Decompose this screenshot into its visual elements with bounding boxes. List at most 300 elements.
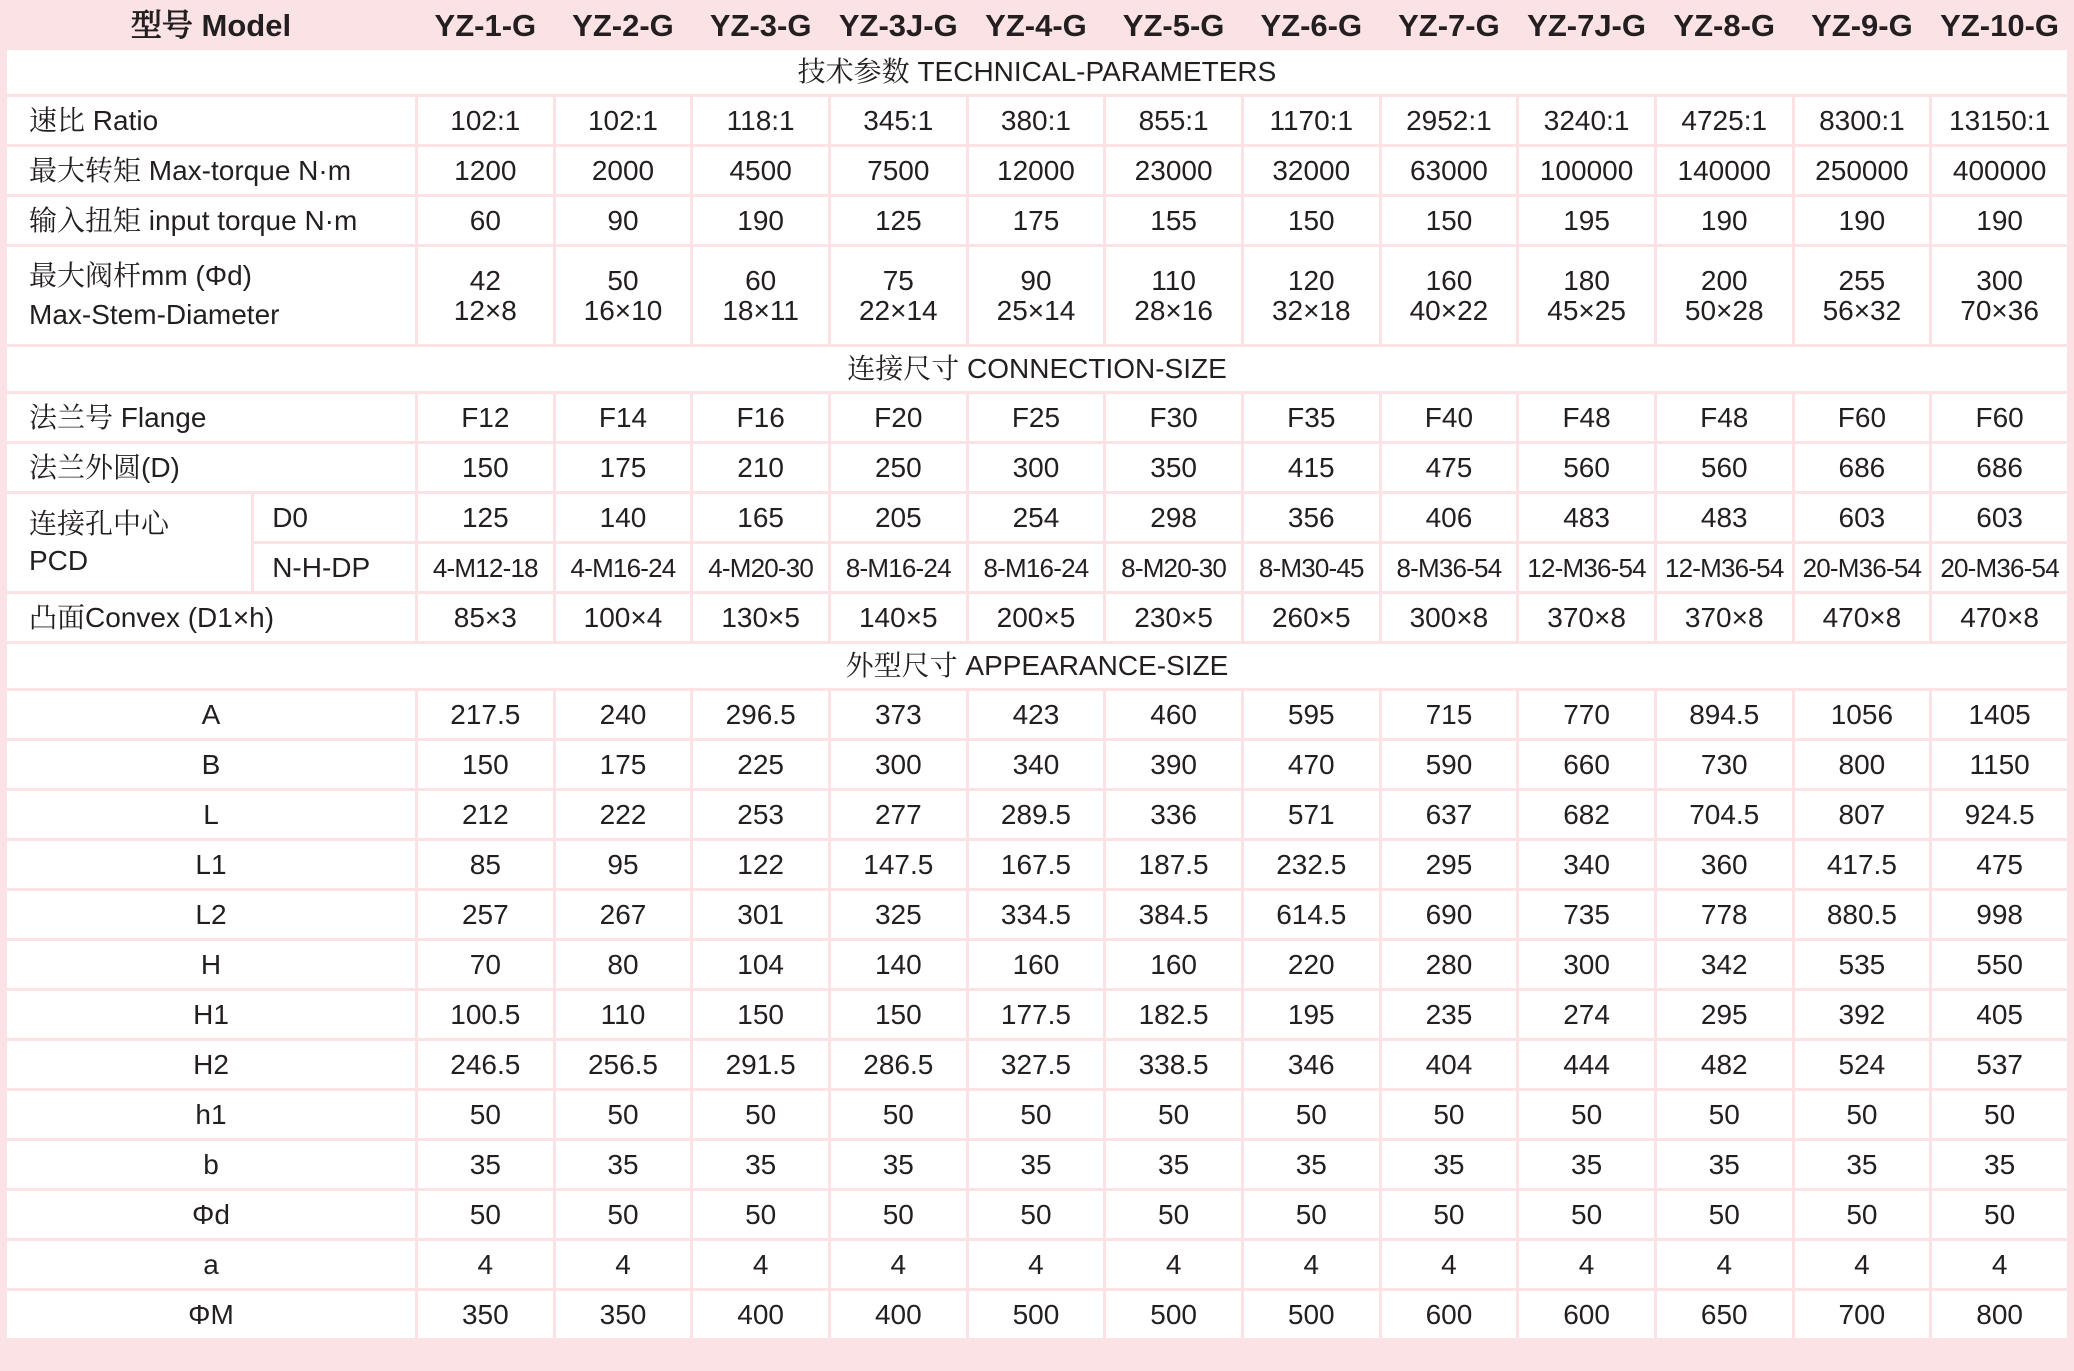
- table-cell: 4: [1106, 1241, 1241, 1288]
- cell-line: 25×14: [996, 294, 1076, 326]
- row-label: Φd: [7, 1191, 415, 1238]
- table-cell: 175: [556, 444, 691, 491]
- table-cell: 405: [1932, 991, 2067, 1038]
- table-cell: 500: [1106, 1291, 1241, 1338]
- table-cell: 350: [1106, 444, 1241, 491]
- table-cell: 150: [418, 741, 553, 788]
- table-cell: 924.5: [1932, 791, 2067, 838]
- section-connection: [7, 347, 2067, 391]
- cell-line: 32×18: [1271, 294, 1351, 326]
- table-cell: 95: [556, 841, 691, 888]
- table-cell: 390: [1106, 741, 1241, 788]
- table-cell: F60: [1795, 394, 1930, 441]
- table-cell: 483: [1657, 494, 1792, 541]
- section-title: 技术参数 TECHNICAL-PARAMETERS: [7, 50, 2067, 94]
- table-cell: 8300:1: [1795, 97, 1930, 144]
- row-label: [7, 247, 415, 344]
- row-label: L2: [7, 891, 415, 938]
- table-cell: 345:1: [831, 97, 966, 144]
- table-cell: 8-M16-24: [969, 544, 1104, 591]
- table-cell: 150: [831, 991, 966, 1038]
- table-cell: 140000: [1657, 147, 1792, 194]
- row-appearance: [7, 1041, 2067, 1088]
- table-cell: 482: [1657, 1041, 1792, 1088]
- table-cell: 682: [1519, 791, 1654, 838]
- table-cell: 217.5: [418, 691, 553, 738]
- model-col: YZ-1-G: [418, 3, 553, 47]
- table-cell: 35: [556, 1141, 691, 1188]
- table-cell: 274: [1519, 991, 1654, 1038]
- table-cell: 254: [969, 494, 1104, 541]
- table-cell: 160: [1106, 941, 1241, 988]
- table-cell: 60: [418, 197, 553, 244]
- table-cell: 150: [1382, 197, 1517, 244]
- table-cell: 500: [1244, 1291, 1379, 1338]
- cell-line: 160: [1425, 265, 1473, 297]
- header-row: [7, 3, 2067, 47]
- table-cell: 360: [1657, 841, 1792, 888]
- table-cell: 256.5: [556, 1041, 691, 1088]
- table-cell: 1170:1: [1244, 97, 1379, 144]
- label-line: 连接孔中心: [29, 508, 170, 540]
- table-cell: 370×8: [1657, 594, 1792, 641]
- table-cell: 232.5: [1244, 841, 1379, 888]
- table-cell: 20-M36-54: [1932, 544, 2067, 591]
- table-cell: F16: [693, 394, 828, 441]
- table-cell: 12-M36-54: [1519, 544, 1654, 591]
- table-cell: 460: [1106, 691, 1241, 738]
- model-col: YZ-5-G: [1106, 3, 1241, 47]
- table-cell: 300: [831, 741, 966, 788]
- table-cell: 125: [418, 494, 553, 541]
- table-cell: [1657, 247, 1792, 344]
- row-ratio: [7, 97, 2067, 144]
- table-cell: 8-M36-54: [1382, 544, 1517, 591]
- table-cell: 220: [1244, 941, 1379, 988]
- cell-line: 200: [1700, 265, 1748, 297]
- table-cell: F14: [556, 394, 691, 441]
- table-cell: 660: [1519, 741, 1654, 788]
- table-cell: 50: [1382, 1091, 1517, 1138]
- table-cell: 13150:1: [1932, 97, 2067, 144]
- table-cell: 160: [969, 941, 1104, 988]
- section-technical: [7, 50, 2067, 94]
- table-cell: 50: [556, 1091, 691, 1138]
- table-cell: 4: [418, 1241, 553, 1288]
- table-cell: F12: [418, 394, 553, 441]
- table-cell: 998: [1932, 891, 2067, 938]
- table-cell: 110: [556, 991, 691, 1038]
- table-cell: 590: [1382, 741, 1517, 788]
- table-cell: 50: [693, 1091, 828, 1138]
- table-cell: [969, 247, 1104, 344]
- table-cell: 50: [418, 1091, 553, 1138]
- row-appearance: [7, 1241, 2067, 1288]
- table-cell: 35: [831, 1141, 966, 1188]
- table-cell: 1405: [1932, 691, 2067, 738]
- table-cell: 35: [1244, 1141, 1379, 1188]
- table-cell: 560: [1519, 444, 1654, 491]
- table-cell: 50: [1932, 1191, 2067, 1238]
- table-cell: 550: [1932, 941, 2067, 988]
- row-appearance: [7, 1091, 2067, 1138]
- table-cell: 423: [969, 691, 1104, 738]
- row-label: 法兰外圆(D): [7, 444, 415, 491]
- table-cell: 23000: [1106, 147, 1241, 194]
- table-cell: 334.5: [969, 891, 1104, 938]
- table-cell: 4: [693, 1241, 828, 1288]
- sub-label: D0: [254, 494, 415, 541]
- table-cell: 8-M30-45: [1244, 544, 1379, 591]
- cell-line: 22×14: [858, 294, 938, 326]
- table-cell: 298: [1106, 494, 1241, 541]
- table-cell: 686: [1932, 444, 2067, 491]
- row-label: B: [7, 741, 415, 788]
- table-cell: 118:1: [693, 97, 828, 144]
- cell-line: 255: [1838, 265, 1886, 297]
- table-cell: 140×5: [831, 594, 966, 641]
- label-line: Max-Stem-Diameter: [29, 298, 280, 330]
- table-cell: 212: [418, 791, 553, 838]
- table-cell: 800: [1795, 741, 1930, 788]
- row-label: a: [7, 1241, 415, 1288]
- table-cell: 373: [831, 691, 966, 738]
- table-cell: 7500: [831, 147, 966, 194]
- row-appearance: [7, 841, 2067, 888]
- table-cell: 277: [831, 791, 966, 838]
- table-cell: 637: [1382, 791, 1517, 838]
- table-cell: 730: [1657, 741, 1792, 788]
- table-cell: 704.5: [1657, 791, 1792, 838]
- row-convex: [7, 594, 2067, 641]
- table-cell: 100.5: [418, 991, 553, 1038]
- table-cell: 167.5: [969, 841, 1104, 888]
- cell-line: 180: [1563, 265, 1610, 297]
- table-cell: 50: [1106, 1191, 1241, 1238]
- table-cell: 12000: [969, 147, 1104, 194]
- table-cell: 807: [1795, 791, 1930, 838]
- table-cell: 35: [1657, 1141, 1792, 1188]
- table-cell: 4-M20-30: [693, 544, 828, 591]
- row-label: 法兰号 Flange: [7, 394, 415, 441]
- table-cell: 80: [556, 941, 691, 988]
- table-cell: 340: [1519, 841, 1654, 888]
- section-appearance: [7, 644, 2067, 688]
- model-col: YZ-3J-G: [831, 3, 966, 47]
- table-cell: 560: [1657, 444, 1792, 491]
- row-flange: [7, 394, 2067, 441]
- row-label: 凸面Convex (D1×h): [7, 594, 415, 641]
- table-cell: [1244, 247, 1379, 344]
- sub-label: N-H-DP: [254, 544, 415, 591]
- table-cell: 182.5: [1106, 991, 1241, 1038]
- table-cell: 50: [969, 1191, 1104, 1238]
- row-label: H: [7, 941, 415, 988]
- table-cell: 595: [1244, 691, 1379, 738]
- table-cell: 4: [1519, 1241, 1654, 1288]
- table-cell: F60: [1932, 394, 2067, 441]
- row-appearance: [7, 941, 2067, 988]
- table-cell: 735: [1519, 891, 1654, 938]
- table-cell: 190: [693, 197, 828, 244]
- table-cell: 50: [1519, 1191, 1654, 1238]
- table-cell: 342: [1657, 941, 1792, 988]
- cell-line: 45×25: [1547, 294, 1626, 326]
- table-cell: F20: [831, 394, 966, 441]
- table-cell: 300: [969, 444, 1104, 491]
- section-title: 外型尺寸 APPEARANCE-SIZE: [7, 644, 2067, 688]
- table-cell: [693, 247, 828, 344]
- table-cell: 150: [693, 991, 828, 1038]
- table-cell: 600: [1519, 1291, 1654, 1338]
- table-cell: 686: [1795, 444, 1930, 491]
- row-label: 最大转矩 Max-torque N·m: [7, 147, 415, 194]
- table-cell: 4: [969, 1241, 1104, 1288]
- table-cell: 778: [1657, 891, 1792, 938]
- table-cell: 346: [1244, 1041, 1379, 1088]
- table-cell: 175: [969, 197, 1104, 244]
- table-cell: 190: [1657, 197, 1792, 244]
- table-cell: 500: [969, 1291, 1104, 1338]
- table-cell: 1056: [1795, 691, 1930, 738]
- table-cell: F25: [969, 394, 1104, 441]
- table-cell: [1795, 247, 1930, 344]
- table-cell: 240: [556, 691, 691, 738]
- table-cell: 147.5: [831, 841, 966, 888]
- table-cell: [831, 247, 966, 344]
- row-label: h1: [7, 1091, 415, 1138]
- table-cell: 715: [1382, 691, 1517, 738]
- table-cell: 700: [1795, 1291, 1930, 1338]
- table-cell: F40: [1382, 394, 1517, 441]
- table-cell: 50: [1795, 1091, 1930, 1138]
- table-cell: 380:1: [969, 97, 1104, 144]
- table-cell: [1106, 247, 1241, 344]
- table-cell: 175: [556, 741, 691, 788]
- table-cell: 603: [1932, 494, 2067, 541]
- table-cell: 195: [1244, 991, 1379, 1038]
- row-label: b: [7, 1141, 415, 1188]
- row-pcd-nhdp: [7, 544, 2067, 591]
- table-cell: 205: [831, 494, 966, 541]
- table-cell: 90: [556, 197, 691, 244]
- table-cell: 50: [1519, 1091, 1654, 1138]
- row-label: L1: [7, 841, 415, 888]
- table-cell: 200×5: [969, 594, 1104, 641]
- table-cell: 301: [693, 891, 828, 938]
- row-appearance: [7, 1191, 2067, 1238]
- table-cell: 35: [1932, 1141, 2067, 1188]
- table-cell: 770: [1519, 691, 1654, 738]
- table-cell: 50: [556, 1191, 691, 1238]
- table-cell: 338.5: [1106, 1041, 1241, 1088]
- cell-line: 50: [607, 265, 639, 297]
- row-label: A: [7, 691, 415, 738]
- table-cell: 336: [1106, 791, 1241, 838]
- table-cell: 253: [693, 791, 828, 838]
- table-cell: 524: [1795, 1041, 1930, 1088]
- table-cell: 230×5: [1106, 594, 1241, 641]
- model-col: YZ-7J-G: [1519, 3, 1654, 47]
- table-cell: 50: [969, 1091, 1104, 1138]
- table-cell: 404: [1382, 1041, 1517, 1088]
- row-appearance: [7, 741, 2067, 788]
- row-label: L: [7, 791, 415, 838]
- table-cell: 400: [831, 1291, 966, 1338]
- table-cell: 122: [693, 841, 828, 888]
- cell-line: 18×11: [722, 294, 799, 326]
- cell-line: 75: [882, 265, 914, 297]
- table-cell: 415: [1244, 444, 1379, 491]
- row-label: ΦM: [7, 1291, 415, 1338]
- table-cell: 150: [1244, 197, 1379, 244]
- table-cell: 296.5: [693, 691, 828, 738]
- table-cell: 3240:1: [1519, 97, 1654, 144]
- model-col: YZ-6-G: [1244, 3, 1379, 47]
- table-cell: 4725:1: [1657, 97, 1792, 144]
- table-cell: 50: [1932, 1091, 2067, 1138]
- table-cell: [418, 247, 553, 344]
- table-cell: 4: [1382, 1241, 1517, 1288]
- row-appearance: [7, 1141, 2067, 1188]
- table-cell: 690: [1382, 891, 1517, 938]
- table-cell: F30: [1106, 394, 1241, 441]
- spec-table: [4, 0, 2070, 1341]
- table-cell: 35: [693, 1141, 828, 1188]
- table-cell: [1382, 247, 1517, 344]
- row-max-torque: [7, 147, 2067, 194]
- model-col: YZ-4-G: [969, 3, 1104, 47]
- table-cell: 210: [693, 444, 828, 491]
- table-cell: 35: [1382, 1141, 1517, 1188]
- table-cell: [556, 247, 691, 344]
- table-cell: 63000: [1382, 147, 1517, 194]
- row-appearance: [7, 691, 2067, 738]
- label-line: PCD: [29, 544, 89, 576]
- table-cell: 291.5: [693, 1041, 828, 1088]
- table-cell: 50: [1382, 1191, 1517, 1238]
- row-appearance: [7, 991, 2067, 1038]
- table-cell: 190: [1932, 197, 2067, 244]
- table-cell: 85: [418, 841, 553, 888]
- table-cell: 1200: [418, 147, 553, 194]
- cell-line: 300: [1976, 265, 2023, 297]
- table-cell: 470×8: [1932, 594, 2067, 641]
- table-cell: 4: [556, 1241, 691, 1288]
- cell-line: 16×10: [583, 294, 663, 326]
- table-cell: 50: [1657, 1191, 1792, 1238]
- model-col: YZ-8-G: [1657, 3, 1792, 47]
- table-cell: 35: [1106, 1141, 1241, 1188]
- table-cell: 50: [831, 1191, 966, 1238]
- section-title: 连接尺寸 CONNECTION-SIZE: [7, 347, 2067, 391]
- cell-line: 110: [1151, 265, 1196, 297]
- table-cell: 102:1: [556, 97, 691, 144]
- model-col: YZ-10-G: [1932, 3, 2067, 47]
- table-cell: 155: [1106, 197, 1241, 244]
- row-max-stem-diameter: [7, 247, 2067, 344]
- row-label: H1: [7, 991, 415, 1038]
- table-cell: 614.5: [1244, 891, 1379, 938]
- table-cell: 650: [1657, 1291, 1792, 1338]
- table-cell: 289.5: [969, 791, 1104, 838]
- table-cell: 295: [1657, 991, 1792, 1038]
- table-cell: 4: [1932, 1241, 2067, 1288]
- table-cell: 70: [418, 941, 553, 988]
- table-cell: 50: [1244, 1091, 1379, 1138]
- table-cell: 267: [556, 891, 691, 938]
- table-cell: 4-M12-18: [418, 544, 553, 591]
- table-cell: 35: [1795, 1141, 1930, 1188]
- table-cell: 260×5: [1244, 594, 1379, 641]
- table-cell: 4: [831, 1241, 966, 1288]
- table-cell: 1150: [1932, 741, 2067, 788]
- cell-line: 40×22: [1409, 294, 1489, 326]
- label-line: 最大阀杆mm (Φd): [29, 260, 252, 292]
- table-cell: 140: [831, 941, 966, 988]
- table-cell: 195: [1519, 197, 1654, 244]
- model-col: YZ-9-G: [1795, 3, 1930, 47]
- cell-line: 90: [1020, 265, 1052, 297]
- table-cell: 392: [1795, 991, 1930, 1038]
- model-col: YZ-3-G: [693, 3, 828, 47]
- table-cell: 100×4: [556, 594, 691, 641]
- cell-line: 120: [1287, 265, 1335, 297]
- table-cell: 4: [1657, 1241, 1792, 1288]
- row-appearance: [7, 891, 2067, 938]
- table-cell: 406: [1382, 494, 1517, 541]
- table-cell: 444: [1519, 1041, 1654, 1088]
- table-cell: 880.5: [1795, 891, 1930, 938]
- table-cell: 4: [1795, 1241, 1930, 1288]
- table-cell: 12-M36-54: [1657, 544, 1792, 591]
- table-cell: 350: [556, 1291, 691, 1338]
- table-cell: 384.5: [1106, 891, 1241, 938]
- table-cell: 125: [831, 197, 966, 244]
- table-cell: 257: [418, 891, 553, 938]
- table-cell: 571: [1244, 791, 1379, 838]
- table-cell: 140: [556, 494, 691, 541]
- table-cell: 8-M20-30: [1106, 544, 1241, 591]
- row-appearance: [7, 1291, 2067, 1338]
- table-cell: 35: [1519, 1141, 1654, 1188]
- cell-line: 56×32: [1822, 294, 1902, 326]
- table-cell: 102:1: [418, 97, 553, 144]
- table-cell: 340: [969, 741, 1104, 788]
- table-cell: 104: [693, 941, 828, 988]
- table-cell: 535: [1795, 941, 1930, 988]
- table-cell: 235: [1382, 991, 1517, 1038]
- table-cell: 325: [831, 891, 966, 938]
- model-header: 型号 Model: [7, 3, 415, 47]
- table-cell: 400: [693, 1291, 828, 1338]
- cell-line: 28×16: [1134, 294, 1213, 326]
- table-cell: 470×8: [1795, 594, 1930, 641]
- model-col: YZ-2-G: [556, 3, 691, 47]
- table-cell: 4: [1244, 1241, 1379, 1288]
- row-label: 速比 Ratio: [7, 97, 415, 144]
- table-cell: 50: [1795, 1191, 1930, 1238]
- table-cell: 286.5: [831, 1041, 966, 1088]
- table-cell: 130×5: [693, 594, 828, 641]
- table-cell: 600: [1382, 1291, 1517, 1338]
- table-cell: 20-M36-54: [1795, 544, 1930, 591]
- table-cell: 4500: [693, 147, 828, 194]
- table-cell: 165: [693, 494, 828, 541]
- cell-line: 50×28: [1684, 294, 1764, 326]
- row-flange-od: [7, 444, 2067, 491]
- table-cell: 855:1: [1106, 97, 1241, 144]
